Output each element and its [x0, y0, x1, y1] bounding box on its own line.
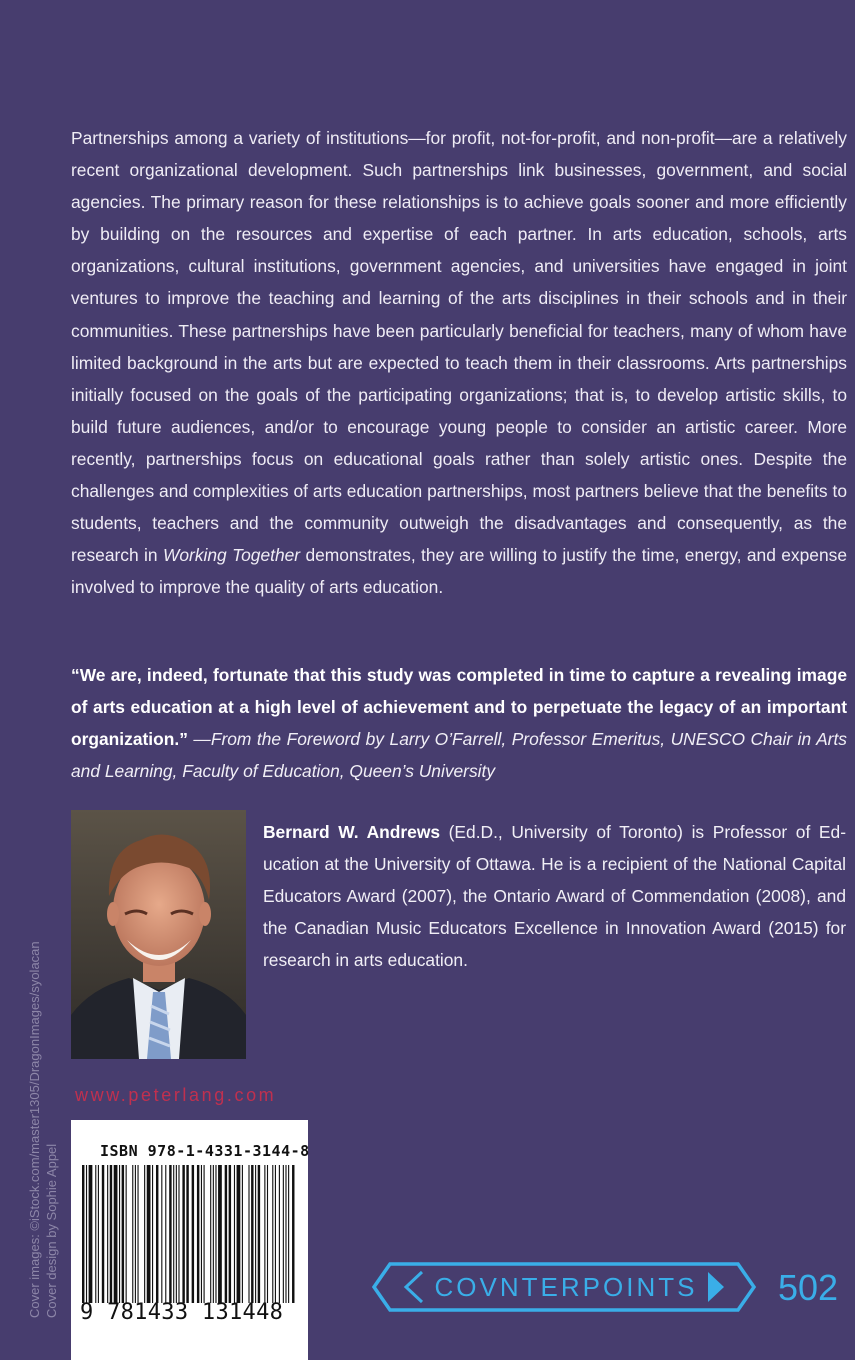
barcode-bar	[264, 1165, 265, 1303]
barcode-bar	[225, 1165, 227, 1303]
barcode-bar	[132, 1165, 133, 1303]
isbn-label: ISBN 978-1-4331-3144-8	[100, 1142, 310, 1160]
barcode-bar	[279, 1165, 280, 1303]
barcode-bar	[248, 1165, 249, 1303]
barcode-bar	[152, 1165, 153, 1303]
author-bio	[263, 816, 846, 976]
barcode-bar	[178, 1165, 179, 1303]
blurb-text-part1: Partnerships among a variety of institutions—for profit, not-for-profit, and non-profit—are a relatively recent organizational development. Such partnerships link businesses, government, and social agencies. The primary reason for these relationships is to achieve goals sooner and more efficiently by building on the resources and expertise of each partner. In arts education, schools, arts organizations, cultural institutions, government agencies, and universities have engaged in joint ventures to improve the teaching and learning of the arts disciplines in their schools and in their communities. These partnerships have been particularly beneficial for teachers, many of whom have limited background in the arts but are expected to teach them in their classrooms. Arts partnerships initially focused on the goals of the participating organizations; that is, to develop artistic skills, to build future audiences, and/or to encourage young people to consider an artistic career. More recently, partnerships focus on educational goals rather than solely artistic ones. Despite the challenges and complexities of arts education partnerships, most partners believe that the benefits to students, teachers and the community outweigh the disadvantages and consequently, as the research in	[71, 128, 847, 566]
barcode-bar	[147, 1165, 151, 1303]
barcode-bar	[255, 1165, 256, 1303]
barcode-bar	[210, 1165, 211, 1303]
barcode-bar	[229, 1165, 231, 1303]
barcode-bar	[186, 1165, 188, 1303]
barcode-bar	[173, 1165, 174, 1303]
barcode-bar	[192, 1165, 194, 1303]
author-portrait-illustration	[71, 810, 246, 1059]
barcode-bar	[98, 1165, 99, 1303]
barcode-bar	[258, 1165, 260, 1303]
barcode-bar	[182, 1165, 184, 1303]
barcode-bar	[215, 1165, 216, 1303]
author-name: Bernard W. Andrews	[263, 822, 441, 842]
barcode-bar	[169, 1165, 171, 1303]
author-photo	[71, 810, 246, 1059]
barcode-bar	[110, 1165, 112, 1303]
barcode-bar	[285, 1165, 286, 1303]
barcode-bar	[122, 1165, 124, 1303]
barcode-bar	[165, 1165, 166, 1303]
barcode-bar	[102, 1165, 104, 1303]
barcode-bar	[237, 1165, 241, 1303]
barcode-bar	[135, 1165, 136, 1303]
barcode-bar	[197, 1165, 199, 1303]
barcode-bar	[272, 1165, 273, 1303]
barcode-bar	[119, 1165, 120, 1303]
barcode-bar	[176, 1165, 177, 1303]
barcode-bar	[201, 1165, 202, 1303]
quote-text: “We are, indeed, fortunate that this study was completed in time to capture a revealing image of arts education at a high level of achievement and to perpetuate the legacy of an important organization.”	[71, 665, 847, 750]
author-bio-text: (Ed.D., University of Toronto) is Professor of Education at the University of Ottawa. He is a recipient of the National Capital Educators Award (2007), the Ontario Award of Commendation (2008), and the Canadian Music Educators Excellence in Innovation Award (2015) for research in arts education.	[263, 822, 846, 971]
barcode-bar	[144, 1165, 145, 1303]
quote-attribution: —From the Foreword by Larry O’Farrell, Professor Emeritus, UNESCO Chair in Arts and Learning, Faculty of Education, Queen’s University	[71, 729, 847, 782]
cover-image-credit: Cover images: ©iStock.com/master1305/DragonImages/syolacan	[27, 941, 42, 1318]
barcode-bar	[137, 1165, 138, 1303]
barcode-bar	[213, 1165, 214, 1303]
barcode-bar	[242, 1165, 243, 1303]
isbn-barcode	[80, 1165, 298, 1303]
barcode-bar	[95, 1165, 96, 1303]
barcode-bar	[234, 1165, 235, 1303]
barcode-bar	[89, 1165, 93, 1303]
blurb-text-part2: demonstrates, they are willing to justify the time, energy, and expense involved to improve the quality of arts education.	[71, 545, 847, 598]
publisher-url[interactable]: www.peterlang.com	[75, 1085, 277, 1105]
counterpoints-series-logo	[370, 1260, 758, 1314]
series-number: 502	[778, 1267, 839, 1308]
barcode-bar	[283, 1165, 284, 1303]
barcode-bar	[218, 1165, 222, 1303]
barcode-bar	[288, 1165, 289, 1303]
barcode-bar	[126, 1165, 127, 1303]
barcode-bar	[204, 1165, 205, 1303]
barcode-bar	[86, 1165, 87, 1303]
barcode-bar	[107, 1165, 108, 1303]
barcode-bar	[292, 1165, 294, 1303]
barcode-bar	[267, 1165, 268, 1303]
barcode-bar	[82, 1165, 84, 1303]
barcode-bar	[251, 1165, 253, 1303]
barcode-bar	[161, 1165, 162, 1303]
cover-credits	[26, 941, 60, 1318]
counterpoints-logo-text: COVNTERPOINTS	[434, 1272, 698, 1302]
barcode-bar	[114, 1165, 118, 1303]
foreword-quote	[71, 659, 847, 787]
back-cover-blurb	[71, 122, 847, 603]
book-title-reference: Working Together	[162, 545, 301, 566]
barcode-bar	[275, 1165, 276, 1303]
barcode-bar	[156, 1165, 158, 1303]
cover-design-credit: Cover design by Sophie Appel	[44, 1143, 59, 1318]
barcode-digits: 9 781433 131448	[80, 1300, 284, 1325]
